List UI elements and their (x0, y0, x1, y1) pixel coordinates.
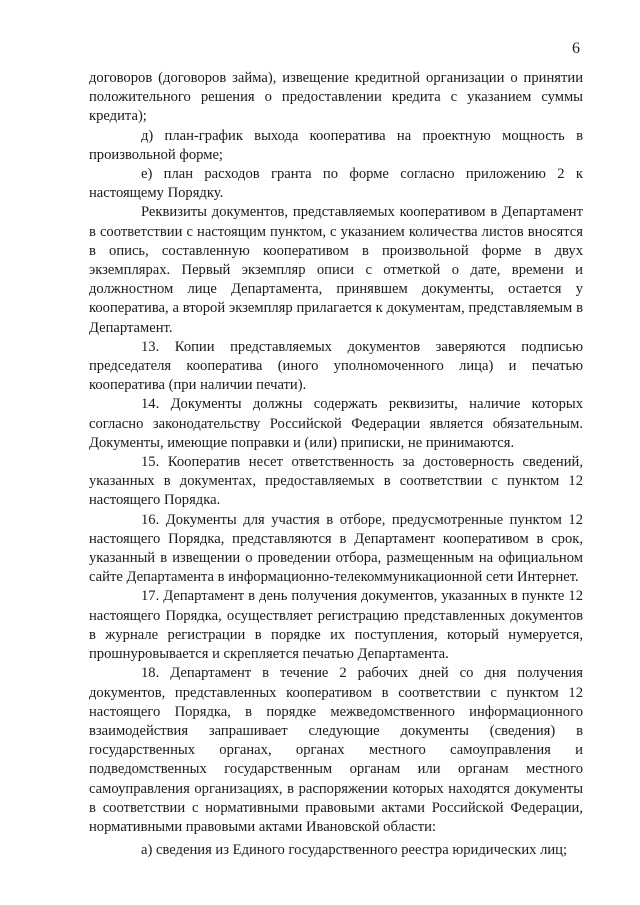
paragraph-documents-list-continued: договоров (договоров займа), извещение кредитной организации о принятии положительного решения о предоставлении кредита с указанием суммы кредита); (89, 70, 583, 125)
paragraph-18: 18. Департамент в течение 2 рабочих дней со дня получения документов, представленных кооперативом в соответствии с пунктом 12 настоящего Порядка, в порядке межведомственного информационного взаимодействия запрашивает следующие документы (сведения) в государственных органах, органах местного самоуправления и подведомственных государственным органам или органам местного самоуправления организациях, в распоряжении которых находятся документы в соответствии с нормативными правовыми актами Российской Федерации, нормативными правовыми актами Ивановской области: (89, 665, 583, 835)
paragraph-16: 16. Документы для участия в отборе, предусмотренные пунктом 12 настоящего Порядка, представляются в Департамент кооперативом в срок, указанный в извещении о проведении отбора, размещенным на официальном сайте Департамента в информационно-телекоммуникационной сети Интернет. (89, 511, 583, 586)
page-number: 6 (572, 40, 580, 57)
paragraph-14: 14. Документы должны содержать реквизиты, наличие которых согласно законодательству Российской Федерации является обязательным. Документы, имеющие поправки и (или) приписки, не принимаются. (89, 396, 583, 451)
paragraph-requisites: Реквизиты документов, представляемых кооперативом в Департамент в соответствии с настоящим пунктом, с указанием количества листов вносятся в опись, составленную кооперативом в произвольной форме в двух экземплярах. Первый экземпляр описи с отметкой о дате, времени и должностном лице Департамента, принявшем документы, остается у кооператива, а второй экземпляр прилагается к документам, представляемым в Департамент. (89, 204, 583, 336)
paragraph-13: 13. Копии представляемых документов заверяются подписью председателя кооператива (иного уполномоченного лица) и печатью кооператива (при наличии печати). (89, 338, 583, 394)
paragraph-item-e: е) план расходов гранта по форме согласно приложению 2 к настоящему Порядку. (89, 166, 583, 202)
paragraph-item-a: а) сведения из Единого государственного реестра юридических лиц; (141, 842, 568, 859)
paragraph-15: 15. Кооператив несет ответственность за достоверность сведений, указанных в документах, предоставляемых в соответствии с пунктом 12 настоящего Порядка. (89, 454, 583, 509)
paragraph-17: 17. Департамент в день получения документов, указанных в пункте 12 настоящего Порядка, осуществляет регистрацию представленных документов в журнале регистрации в порядке их поступления, который нумеруется, прошнуровывается и скрепляется печатью Департамента. (89, 588, 583, 663)
paragraph-item-d: д) план-график выхода кооператива на проектную мощность в произвольной форме; (89, 127, 583, 163)
document-body (89, 69, 583, 860)
